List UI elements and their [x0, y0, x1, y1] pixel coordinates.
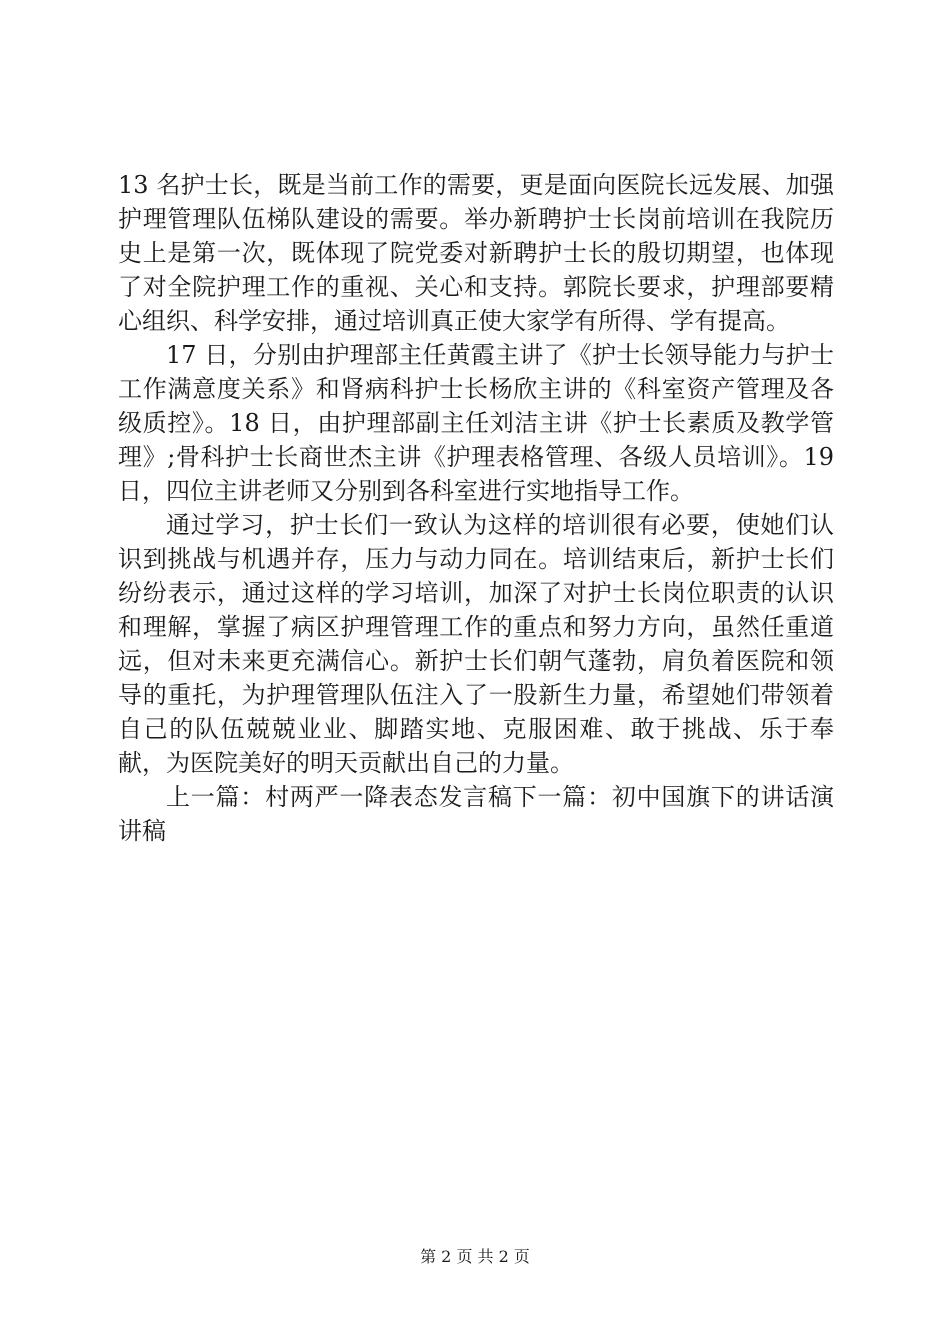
prev-next-navigation[interactable]: 上一篇：村两严一降表态发言稿下一篇：初中国旗下的讲话演讲稿 — [118, 783, 834, 845]
paragraph-training-schedule: 17 日，分别由护理部主任黄霞主讲了《护士长领导能力与护士工作满意度关系》和肾病科护士长杨欣主讲的《科室资产管理及各级质控》。18 日，由护理部副主任刘洁主讲《护士长素质及教学管理》;骨科护士长商世杰主讲《护理表格管理、各级人员培训》。19 日，四位主讲老师又分别到各科室进行实地指导工作。 — [118, 341, 834, 505]
page-number-footer: 第 2 页 共 2 页 — [420, 1247, 530, 1266]
document-body — [118, 168, 834, 848]
paragraph-continuation: 13 名护士长，既是当前工作的需要，更是面向医院长远发展、加强护理管理队伍梯队建设的需要。举办新聘护士长岗前培训在我院历史上是第一次，既体现了院党委对新聘护士长的殷切期望，也体现了对全院护理工作的重视、关心和支持。郭院长要求，护理部要精心组织、科学安排，通过培训真正使大家学有所得、学有提高。 — [118, 171, 834, 335]
paragraph-training-outcome: 通过学习，护士长们一致认为这样的培训很有必要，使她们认识到挑战与机遇并存，压力与动力同在。培训结束后，新护士长们纷纷表示，通过这样的学习培训，加深了对护士长岗位职责的认识和理解，掌握了病区护理管理工作的重点和努力方向，虽然任重道远，但对未来更充满信心。新护士长们朝气蓬勃，肩负着医院和领导的重托，为护理管理队伍注入了一股新生力量，希望她们带领着自己的队伍兢兢业业、脚踏实地、克服困难、敢于挑战、乐于奉献，为医院美好的明天贡献出自己的力量。 — [118, 511, 834, 777]
